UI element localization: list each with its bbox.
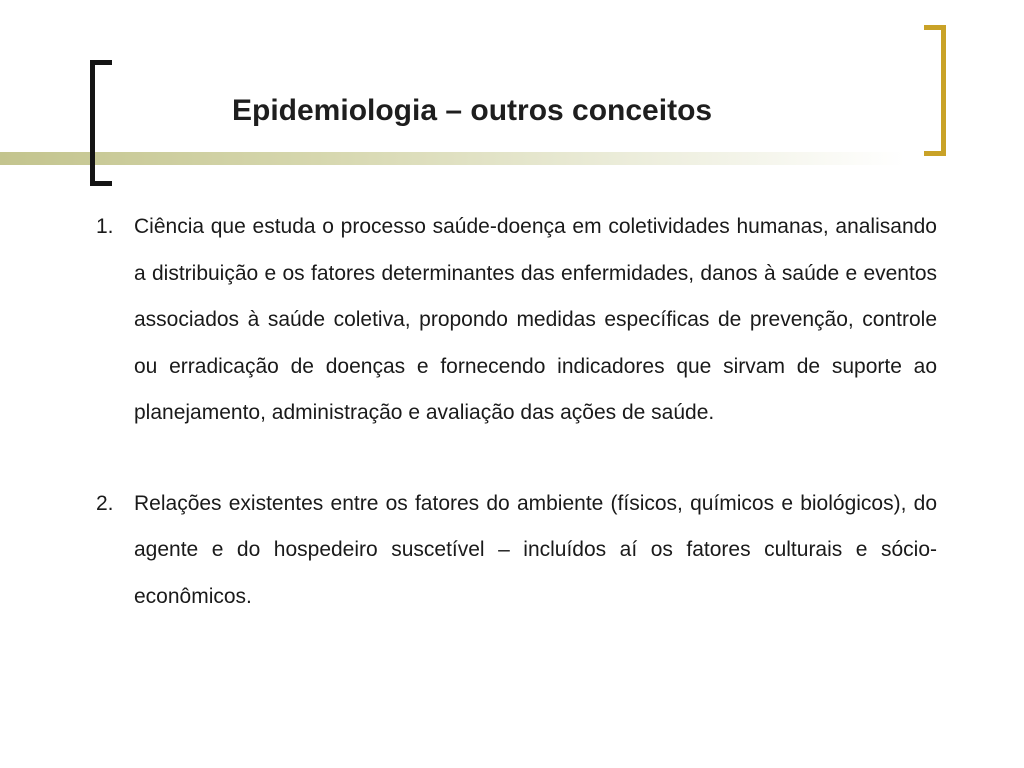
list-item-text: Relações existentes entre os fatores do ambiente (físicos, químicos e biológicos), do agente e do hospedeiro suscetível – incluídos aí os fatores culturais e sócio-econômicos. (134, 491, 937, 608)
list-item (96, 204, 937, 437)
list-item (96, 481, 937, 621)
concept-list (96, 204, 937, 620)
list-item-text: Ciência que estuda o processo saúde-doença em coletividades humanas, analisando a distribuição e os fatores determinantes das enfermidades, danos à saúde e eventos associados à saúde coletiva, propondo medidas específicas de prevenção, controle ou erradicação de doenças e fornecendo indicadores que sirvam de suporte ao planejamento, administração e avaliação das ações de saúde. (134, 215, 937, 424)
left-bracket-decoration (90, 60, 112, 186)
title-underline-bar (0, 152, 905, 165)
right-bracket-decoration (924, 25, 946, 156)
list-item-number: 2. (96, 491, 114, 515)
list-item-number: 1. (96, 215, 114, 238)
slide-title: Epidemiologia – outros conceitos (232, 94, 713, 127)
